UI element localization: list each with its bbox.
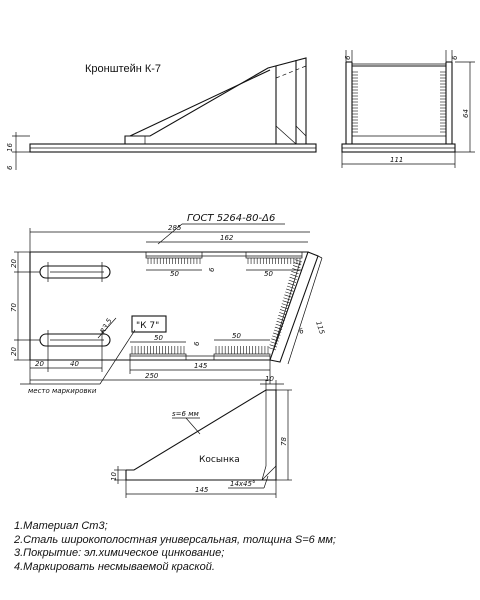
side-view — [6, 58, 316, 170]
weld-hatch-line — [286, 289, 293, 291]
kosynka-dim-78: 78 — [280, 437, 288, 446]
dim-20-top: 20 — [10, 259, 18, 268]
gost-label: ГОСТ 5264-80-Δ6 — [187, 213, 276, 224]
dim-6-left: 6 — [6, 165, 14, 170]
note-4: 4.Маркировать несмываемой краской. — [14, 560, 215, 573]
dim-6-right: 6 — [344, 55, 352, 60]
kosynka-dim-10-left: 10 — [110, 472, 118, 481]
weld-hatch-line — [278, 315, 285, 317]
note-2: 2.Сталь широкополостная универсальная, толщина S=6 мм; — [14, 533, 336, 546]
dim-285: 285 — [168, 224, 182, 232]
weld-hatch-line — [292, 268, 299, 270]
weld-hatch-line — [291, 271, 298, 273]
note-1: 1.Материал Ст3; — [14, 520, 108, 532]
dim-70: 70 — [10, 303, 18, 312]
kosynka-outline — [126, 390, 276, 480]
dim-50-a: 50 — [170, 270, 179, 278]
weld-hatch-line — [289, 280, 296, 282]
weld-hatch-line — [290, 277, 297, 279]
dim-6-right-2: 6 — [451, 55, 459, 60]
weld-hatch-line — [290, 274, 297, 276]
dim-115: 115 — [314, 320, 326, 336]
mark-label: "К 7" — [136, 321, 160, 331]
weld-hatch-line — [288, 283, 295, 285]
plate-outline — [30, 252, 308, 360]
dim-6-a: 6 — [208, 267, 216, 272]
weld-hatch-line — [280, 309, 287, 311]
dim-50-b: 50 — [264, 270, 273, 278]
kosynka-label: Косынка — [199, 455, 240, 465]
kosynka-thickness: s=6 мм — [172, 410, 199, 418]
weld-hatch-line — [279, 312, 286, 314]
dim-40: 40 — [70, 360, 79, 368]
dim-16: 16 — [6, 143, 14, 152]
weld-hatch-line — [283, 301, 290, 303]
weld-hatch-line — [277, 318, 284, 320]
note-3: 3.Покрытие: эл.химическое цинкование; — [14, 547, 225, 559]
weld-hatch-line — [285, 292, 292, 294]
weld-hatch-line — [295, 260, 302, 262]
dim-6-c: 6 — [297, 326, 305, 336]
dim-6-b: 6 — [193, 341, 201, 346]
kosynka-dim-145: 145 — [195, 486, 209, 494]
dim-162: 162 — [220, 234, 234, 242]
kosynka-dim-10-top: 10 — [265, 375, 274, 383]
plan-view — [10, 213, 326, 395]
dim-20-low: 20 — [35, 360, 44, 368]
weld-hatch-line — [284, 295, 291, 297]
marking-place-label: место маркировки — [28, 387, 97, 395]
dim-50-d: 50 — [232, 332, 241, 340]
dim-64: 64 — [462, 109, 470, 118]
dim-20-bot: 20 — [10, 347, 18, 356]
notes-block — [14, 520, 474, 574]
front-view — [342, 50, 475, 168]
kosynka-view — [110, 375, 292, 498]
part-title: Кронштейн К-7 — [85, 63, 162, 75]
dim-111: 111 — [390, 156, 404, 164]
kosynka-dim-chamfer: 14х45° — [230, 480, 256, 488]
weld-hatch-line — [282, 304, 289, 306]
weld-hatch-line — [269, 348, 276, 350]
weld-hatch-line — [284, 298, 291, 300]
weld-hatch-line — [281, 307, 288, 309]
dim-250: 250 — [145, 372, 159, 380]
dim-r35: R3,5 — [98, 317, 114, 335]
dim-50-c: 50 — [154, 334, 163, 342]
dim-145: 145 — [194, 362, 208, 370]
weld-hatch-line — [287, 286, 294, 288]
